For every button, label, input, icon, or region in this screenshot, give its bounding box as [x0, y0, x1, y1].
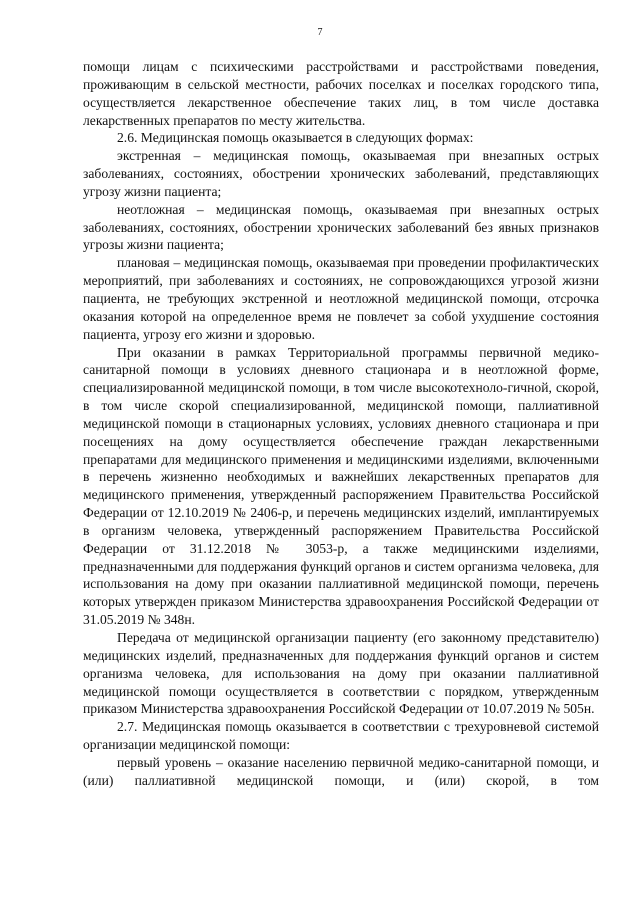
paragraph-first-level: первый уровень – оказание населению первичной медико-санитарной помощи, и (или) паллиативной медицинской помощи, и (или) скорой, в том: [83, 754, 599, 788]
paragraph-emergency-form: экстренная – медицинская помощь, оказываемая при внезапных острых заболеваниях, состояниях, обострении хронических заболеваний, представляющих угрозу жизни пациента;: [83, 148, 599, 199]
paragraph-urgent-form: неотложная – медицинская помощь, оказываемая при внезапных острых заболеваниях, состояниях, обострении хронических заболеваний без явных признаков угрозы жизни пациента;: [83, 201, 599, 253]
paragraph-planned-form: плановая – медицинская помощь, оказываемая при проведении профилактических мероприятий, при заболеваниях и состояниях, не сопровождающихся угрозой жизни пациента, не требующих экстренной и неотложной медицинской помощи, отсрочка оказания которой на определенное время не повлечет за собой ухудшение состояния пациента, угрозу его жизни и здоровью.: [83, 255, 599, 342]
paragraph-device-transfer: Передача от медицинской организации пациенту (его законному представителю) медицинских изделий, предназначенных для поддержания функций органов и систем организма человека, для использования на дому при оказании паллиативной медицинской помощи осуществляется в соответствии с порядком, утвержденным приказом Министерства здравоохранения Российской Федерации от 10.07.2019 № 505н.: [83, 630, 599, 717]
paragraph-section-2-7: 2.7. Медицинская помощь оказывается в соответствии с трехуровневой системой организации медицинской помощи:: [83, 719, 599, 753]
paragraph-continuation: помощи лицам с психическими расстройствами и расстройствами поведения, проживающим в сельской местности, рабочих поселках и поселках городского типа, осуществляется лекарственное обеспечение таких лиц, в том числе доставка лекарственных препаратов по месту жительства.: [83, 59, 599, 128]
paragraph-drug-provision: При оказании в рамках Территориальной программы первичной медико-санитарной помощи в условиях дневного стационара и в неотложной форме, специализированной медицинской помощи, в том числе высокотехноло-гичной, скорой, в том числе скорой специализированной, медицинской помощи, паллиативной медицинской помощи в стационарных условиях, условиях дневного стационара и при посещениях на дому осуществляется обеспечение граждан лекарственными препаратами для медицинского применения и медицинскими изделиями, включенными в перечень жизненно необходимых и важнейших лекарственных препаратов для медицинского применения, утвержденный распоряжением Правительства Российской Федерации от 12.10.2019 № 2406-р, и перечень медицинских изделий, имплантируемых в организм человека, утвержденный распоряжением Правительства Российской Федерации от 31.12.2018 № 3053-р, а также медицинскими изделиями, предназначенными для поддержания функций органов и систем организма человека, для использования на дому при оказании паллиативной медицинской помощи, перечень которых утвержден приказом Министерства здравоохранения Российской Федерации от 31.05.2019 № 348н.: [83, 344, 599, 628]
paragraph-section-2-6: 2.6. Медицинская помощь оказывается в следующих формах:: [117, 130, 474, 146]
document-body: [83, 58, 599, 790]
page-number: 7: [317, 27, 323, 38]
